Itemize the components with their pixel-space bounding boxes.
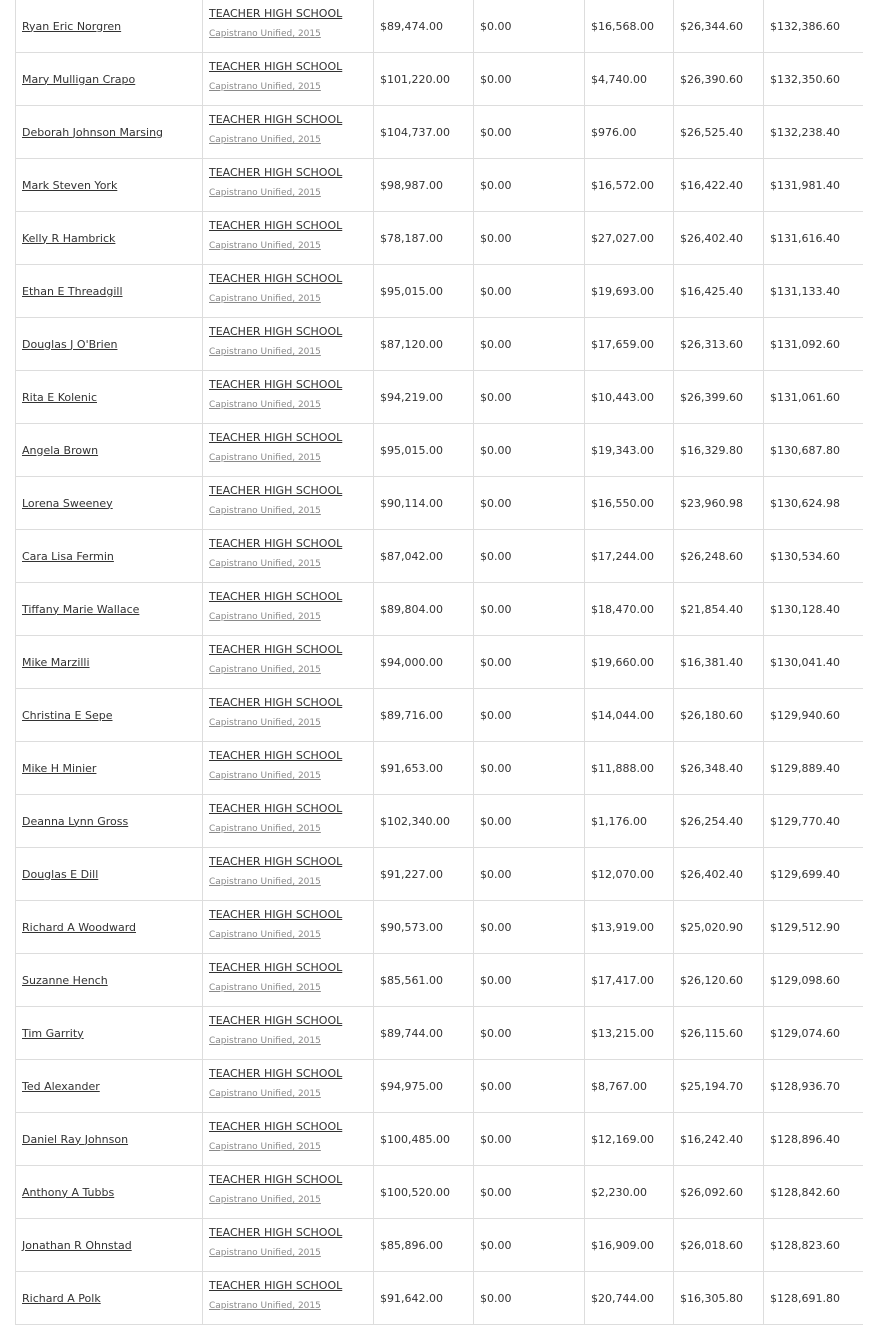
base-pay-cell: $90,114.00 — [374, 477, 474, 530]
agency-year-link[interactable]: Capistrano Unified, 2015 — [209, 29, 321, 39]
benefits-cell: $26,390.60 — [674, 53, 764, 106]
employee-name-link[interactable]: Mike H Minier — [22, 761, 97, 775]
base-pay-cell: $94,975.00 — [374, 1060, 474, 1113]
benefits-cell: $26,402.40 — [674, 848, 764, 901]
employee-name-link[interactable]: Suzanne Hench — [22, 973, 108, 987]
total-pay-cell: $132,350.60 — [764, 53, 864, 106]
name-cell — [16, 795, 203, 848]
job-cell — [203, 1272, 374, 1325]
benefits-cell: $21,854.40 — [674, 583, 764, 636]
job-title-link[interactable]: TEACHER HIGH SCHOOL — [209, 60, 343, 73]
benefits-cell: $26,402.40 — [674, 212, 764, 265]
job-title-link[interactable]: TEACHER HIGH SCHOOL — [209, 643, 343, 656]
job-title-link[interactable]: TEACHER HIGH SCHOOL — [209, 908, 343, 921]
job-cell — [203, 1113, 374, 1166]
benefits-cell: $26,120.60 — [674, 954, 764, 1007]
job-cell — [203, 424, 374, 477]
job-title-link[interactable]: TEACHER HIGH SCHOOL — [209, 1014, 343, 1027]
base-pay-cell: $85,896.00 — [374, 1219, 474, 1272]
agency-year-link[interactable]: Capistrano Unified, 2015 — [209, 983, 321, 993]
employee-name-link[interactable]: Mary Mulligan Crapo — [22, 72, 136, 86]
base-pay-cell: $101,220.00 — [374, 53, 474, 106]
job-cell — [203, 106, 374, 159]
benefits-cell: $16,329.80 — [674, 424, 764, 477]
total-pay-cell: $129,770.40 — [764, 795, 864, 848]
job-cell — [203, 318, 374, 371]
agency-year-link[interactable]: Capistrano Unified, 2015 — [209, 771, 321, 781]
job-cell — [203, 0, 374, 53]
base-pay-cell: $100,520.00 — [374, 1166, 474, 1219]
name-cell — [16, 530, 203, 583]
base-pay-cell: $91,653.00 — [374, 742, 474, 795]
benefits-cell: $26,399.60 — [674, 371, 764, 424]
overtime-pay-cell: $0.00 — [474, 53, 585, 106]
job-cell — [203, 1219, 374, 1272]
employee-name-link[interactable]: Kelly R Hambrick — [22, 231, 116, 245]
agency-year-link[interactable]: Capistrano Unified, 2015 — [209, 82, 321, 92]
other-pay-cell: $19,660.00 — [585, 636, 674, 689]
name-cell — [16, 848, 203, 901]
total-pay-cell: $130,687.80 — [764, 424, 864, 477]
overtime-pay-cell: $0.00 — [474, 901, 585, 954]
overtime-pay-cell: $0.00 — [474, 106, 585, 159]
total-pay-cell: $128,691.80 — [764, 1272, 864, 1325]
total-pay-cell: $129,512.90 — [764, 901, 864, 954]
other-pay-cell: $16,909.00 — [585, 1219, 674, 1272]
other-pay-cell: $1,176.00 — [585, 795, 674, 848]
job-cell — [203, 477, 374, 530]
job-title-link[interactable]: TEACHER HIGH SCHOOL — [209, 325, 343, 338]
overtime-pay-cell: $0.00 — [474, 636, 585, 689]
benefits-cell: $26,344.60 — [674, 0, 764, 53]
name-cell — [16, 212, 203, 265]
agency-year-link[interactable]: Capistrano Unified, 2015 — [209, 135, 321, 145]
base-pay-cell: $90,573.00 — [374, 901, 474, 954]
overtime-pay-cell: $0.00 — [474, 1060, 585, 1113]
employee-name-link[interactable]: Rita E Kolenic — [22, 390, 97, 404]
overtime-pay-cell: $0.00 — [474, 477, 585, 530]
total-pay-cell: $130,534.60 — [764, 530, 864, 583]
name-cell — [16, 636, 203, 689]
table-row — [16, 159, 864, 212]
total-pay-cell: $128,936.70 — [764, 1060, 864, 1113]
other-pay-cell: $4,740.00 — [585, 53, 674, 106]
job-cell — [203, 159, 374, 212]
job-cell — [203, 1166, 374, 1219]
job-cell — [203, 212, 374, 265]
other-pay-cell: $976.00 — [585, 106, 674, 159]
job-cell — [203, 848, 374, 901]
job-title-link[interactable]: TEACHER HIGH SCHOOL — [209, 7, 343, 20]
agency-year-link[interactable]: Capistrano Unified, 2015 — [209, 347, 321, 357]
name-cell — [16, 159, 203, 212]
job-title-link[interactable]: TEACHER HIGH SCHOOL — [209, 696, 343, 709]
other-pay-cell: $17,417.00 — [585, 954, 674, 1007]
employee-name-link[interactable]: Douglas J O'Brien — [22, 337, 118, 351]
agency-year-link[interactable]: Capistrano Unified, 2015 — [209, 612, 321, 622]
table-row — [16, 1272, 864, 1325]
name-cell — [16, 954, 203, 1007]
benefits-cell: $26,115.60 — [674, 1007, 764, 1060]
name-cell — [16, 0, 203, 53]
base-pay-cell: $102,340.00 — [374, 795, 474, 848]
employee-name-link[interactable]: Tiffany Marie Wallace — [22, 602, 140, 616]
employee-name-link[interactable]: Douglas E Dill — [22, 867, 99, 881]
employee-name-link[interactable]: Angela Brown — [22, 443, 99, 457]
total-pay-cell: $131,133.40 — [764, 265, 864, 318]
benefits-cell: $26,313.60 — [674, 318, 764, 371]
job-title-link[interactable]: TEACHER HIGH SCHOOL — [209, 961, 343, 974]
agency-year-link[interactable]: Capistrano Unified, 2015 — [209, 1248, 321, 1258]
other-pay-cell: $19,693.00 — [585, 265, 674, 318]
table-row — [16, 848, 864, 901]
job-title-link[interactable]: TEACHER HIGH SCHOOL — [209, 378, 343, 391]
employee-name-link[interactable]: Richard A Polk — [22, 1291, 101, 1305]
table-row — [16, 1113, 864, 1166]
employee-name-link[interactable]: Tim Garrity — [22, 1026, 84, 1040]
agency-year-link[interactable]: Capistrano Unified, 2015 — [209, 877, 321, 887]
employee-name-link[interactable]: Ethan E Threadgill — [22, 284, 123, 298]
job-title-link[interactable]: TEACHER HIGH SCHOOL — [209, 855, 343, 868]
agency-year-link[interactable]: Capistrano Unified, 2015 — [209, 930, 321, 940]
job-cell — [203, 371, 374, 424]
overtime-pay-cell: $0.00 — [474, 265, 585, 318]
employee-name-link[interactable]: Mark Steven York — [22, 178, 118, 192]
overtime-pay-cell: $0.00 — [474, 848, 585, 901]
table-row — [16, 0, 864, 53]
table-row — [16, 318, 864, 371]
benefits-cell: $26,248.60 — [674, 530, 764, 583]
other-pay-cell: $17,244.00 — [585, 530, 674, 583]
base-pay-cell: $94,000.00 — [374, 636, 474, 689]
table-row — [16, 212, 864, 265]
employee-name-link[interactable]: Cara Lisa Fermin — [22, 549, 114, 563]
job-title-link[interactable]: TEACHER HIGH SCHOOL — [209, 1226, 343, 1239]
table-row — [16, 424, 864, 477]
base-pay-cell: $89,804.00 — [374, 583, 474, 636]
table-row — [16, 742, 864, 795]
agency-year-link[interactable]: Capistrano Unified, 2015 — [209, 824, 321, 834]
other-pay-cell: $12,070.00 — [585, 848, 674, 901]
table-row — [16, 689, 864, 742]
benefits-cell: $25,194.70 — [674, 1060, 764, 1113]
name-cell — [16, 583, 203, 636]
total-pay-cell: $130,128.40 — [764, 583, 864, 636]
other-pay-cell: $12,169.00 — [585, 1113, 674, 1166]
agency-year-link[interactable]: Capistrano Unified, 2015 — [209, 1089, 321, 1099]
job-title-link[interactable]: TEACHER HIGH SCHOOL — [209, 802, 343, 815]
name-cell — [16, 742, 203, 795]
employee-name-link[interactable]: Deanna Lynn Gross — [22, 814, 129, 828]
job-title-link[interactable]: TEACHER HIGH SCHOOL — [209, 1279, 343, 1292]
benefits-cell: $26,018.60 — [674, 1219, 764, 1272]
job-title-link[interactable]: TEACHER HIGH SCHOOL — [209, 484, 343, 497]
name-cell — [16, 318, 203, 371]
employee-name-link[interactable]: Jonathan R Ohnstad — [22, 1238, 132, 1252]
overtime-pay-cell: $0.00 — [474, 318, 585, 371]
salary-table-body — [16, 0, 864, 1325]
total-pay-cell: $129,098.60 — [764, 954, 864, 1007]
overtime-pay-cell: $0.00 — [474, 212, 585, 265]
employee-name-link[interactable]: Anthony A Tubbs — [22, 1185, 115, 1199]
employee-name-link[interactable]: Richard A Woodward — [22, 920, 137, 934]
other-pay-cell: $16,550.00 — [585, 477, 674, 530]
employee-name-link[interactable]: Lorena Sweeney — [22, 496, 113, 510]
total-pay-cell: $132,238.40 — [764, 106, 864, 159]
base-pay-cell: $89,474.00 — [374, 0, 474, 53]
base-pay-cell: $78,187.00 — [374, 212, 474, 265]
job-title-link[interactable]: TEACHER HIGH SCHOOL — [209, 749, 343, 762]
total-pay-cell: $130,041.40 — [764, 636, 864, 689]
job-cell — [203, 530, 374, 583]
job-cell — [203, 954, 374, 1007]
table-row — [16, 1060, 864, 1113]
agency-year-link[interactable]: Capistrano Unified, 2015 — [209, 400, 321, 410]
name-cell — [16, 106, 203, 159]
employee-name-link[interactable]: Christina E Sepe — [22, 708, 113, 722]
other-pay-cell: $8,767.00 — [585, 1060, 674, 1113]
job-cell — [203, 1007, 374, 1060]
job-cell — [203, 636, 374, 689]
name-cell — [16, 1219, 203, 1272]
name-cell — [16, 901, 203, 954]
agency-year-link[interactable]: Capistrano Unified, 2015 — [209, 241, 321, 251]
total-pay-cell: $129,889.40 — [764, 742, 864, 795]
job-cell — [203, 689, 374, 742]
table-row — [16, 106, 864, 159]
base-pay-cell: $95,015.00 — [374, 424, 474, 477]
benefits-cell: $16,425.40 — [674, 265, 764, 318]
job-title-link[interactable]: TEACHER HIGH SCHOOL — [209, 537, 343, 550]
base-pay-cell: $89,744.00 — [374, 1007, 474, 1060]
name-cell — [16, 477, 203, 530]
other-pay-cell: $11,888.00 — [585, 742, 674, 795]
benefits-cell: $26,254.40 — [674, 795, 764, 848]
job-title-link[interactable]: TEACHER HIGH SCHOOL — [209, 166, 343, 179]
table-row — [16, 1219, 864, 1272]
benefits-cell: $26,180.60 — [674, 689, 764, 742]
agency-year-link[interactable]: Capistrano Unified, 2015 — [209, 294, 321, 304]
salary-table-container — [15, 0, 878, 1325]
benefits-cell: $26,348.40 — [674, 742, 764, 795]
base-pay-cell: $94,219.00 — [374, 371, 474, 424]
base-pay-cell: $85,561.00 — [374, 954, 474, 1007]
benefits-cell: $16,381.40 — [674, 636, 764, 689]
salary-table — [15, 0, 864, 1325]
total-pay-cell: $128,896.40 — [764, 1113, 864, 1166]
base-pay-cell: $91,642.00 — [374, 1272, 474, 1325]
employee-name-link[interactable]: Ryan Eric Norgren — [22, 19, 122, 33]
overtime-pay-cell: $0.00 — [474, 1272, 585, 1325]
total-pay-cell: $131,616.40 — [764, 212, 864, 265]
other-pay-cell: $13,919.00 — [585, 901, 674, 954]
table-row — [16, 1007, 864, 1060]
overtime-pay-cell: $0.00 — [474, 1113, 585, 1166]
agency-year-link[interactable]: Capistrano Unified, 2015 — [209, 506, 321, 516]
job-cell — [203, 265, 374, 318]
employee-name-link[interactable]: Deborah Johnson Marsing — [22, 125, 164, 139]
overtime-pay-cell: $0.00 — [474, 371, 585, 424]
job-title-link[interactable]: TEACHER HIGH SCHOOL — [209, 113, 343, 126]
total-pay-cell: $131,981.40 — [764, 159, 864, 212]
other-pay-cell: $17,659.00 — [585, 318, 674, 371]
name-cell — [16, 1060, 203, 1113]
name-cell — [16, 53, 203, 106]
base-pay-cell: $87,120.00 — [374, 318, 474, 371]
table-row — [16, 265, 864, 318]
other-pay-cell: $18,470.00 — [585, 583, 674, 636]
base-pay-cell: $91,227.00 — [374, 848, 474, 901]
job-title-link[interactable]: TEACHER HIGH SCHOOL — [209, 1067, 343, 1080]
agency-year-link[interactable]: Capistrano Unified, 2015 — [209, 718, 321, 728]
total-pay-cell: $132,386.60 — [764, 0, 864, 53]
other-pay-cell: $16,568.00 — [585, 0, 674, 53]
other-pay-cell: $27,027.00 — [585, 212, 674, 265]
other-pay-cell: $2,230.00 — [585, 1166, 674, 1219]
table-row — [16, 954, 864, 1007]
benefits-cell: $16,305.80 — [674, 1272, 764, 1325]
agency-year-link[interactable]: Capistrano Unified, 2015 — [209, 188, 321, 198]
table-row — [16, 901, 864, 954]
base-pay-cell: $100,485.00 — [374, 1113, 474, 1166]
employee-name-link[interactable]: Daniel Ray Johnson — [22, 1132, 129, 1146]
benefits-cell: $26,092.60 — [674, 1166, 764, 1219]
base-pay-cell: $95,015.00 — [374, 265, 474, 318]
overtime-pay-cell: $0.00 — [474, 689, 585, 742]
total-pay-cell: $129,074.60 — [764, 1007, 864, 1060]
page-right-gutter — [863, 0, 880, 1330]
other-pay-cell: $19,343.00 — [585, 424, 674, 477]
name-cell — [16, 1166, 203, 1219]
table-row — [16, 636, 864, 689]
table-row — [16, 477, 864, 530]
name-cell — [16, 1007, 203, 1060]
name-cell — [16, 1272, 203, 1325]
benefits-cell: $16,242.40 — [674, 1113, 764, 1166]
other-pay-cell: $20,744.00 — [585, 1272, 674, 1325]
job-title-link[interactable]: TEACHER HIGH SCHOOL — [209, 219, 343, 232]
table-row — [16, 583, 864, 636]
other-pay-cell: $14,044.00 — [585, 689, 674, 742]
agency-year-link[interactable]: Capistrano Unified, 2015 — [209, 1036, 321, 1046]
name-cell — [16, 689, 203, 742]
job-cell — [203, 1060, 374, 1113]
total-pay-cell: $131,061.60 — [764, 371, 864, 424]
job-title-link[interactable]: TEACHER HIGH SCHOOL — [209, 431, 343, 444]
other-pay-cell: $10,443.00 — [585, 371, 674, 424]
table-row — [16, 530, 864, 583]
total-pay-cell: $130,624.98 — [764, 477, 864, 530]
benefits-cell: $25,020.90 — [674, 901, 764, 954]
total-pay-cell: $129,699.40 — [764, 848, 864, 901]
overtime-pay-cell: $0.00 — [474, 530, 585, 583]
employee-name-link[interactable]: Ted Alexander — [22, 1079, 100, 1093]
agency-year-link[interactable]: Capistrano Unified, 2015 — [209, 665, 321, 675]
overtime-pay-cell: $0.00 — [474, 583, 585, 636]
overtime-pay-cell: $0.00 — [474, 1219, 585, 1272]
other-pay-cell: $16,572.00 — [585, 159, 674, 212]
agency-year-link[interactable]: Capistrano Unified, 2015 — [209, 1142, 321, 1152]
job-cell — [203, 53, 374, 106]
table-row — [16, 371, 864, 424]
job-title-link[interactable]: TEACHER HIGH SCHOOL — [209, 272, 343, 285]
job-cell — [203, 742, 374, 795]
overtime-pay-cell: $0.00 — [474, 159, 585, 212]
job-cell — [203, 901, 374, 954]
name-cell — [16, 371, 203, 424]
base-pay-cell: $98,987.00 — [374, 159, 474, 212]
agency-year-link[interactable]: Capistrano Unified, 2015 — [209, 1195, 321, 1205]
overtime-pay-cell: $0.00 — [474, 742, 585, 795]
agency-year-link[interactable]: Capistrano Unified, 2015 — [209, 1301, 321, 1311]
overtime-pay-cell: $0.00 — [474, 424, 585, 477]
table-row — [16, 795, 864, 848]
name-cell — [16, 424, 203, 477]
total-pay-cell: $128,823.60 — [764, 1219, 864, 1272]
table-row — [16, 1166, 864, 1219]
name-cell — [16, 1113, 203, 1166]
overtime-pay-cell: $0.00 — [474, 1166, 585, 1219]
job-title-link[interactable]: TEACHER HIGH SCHOOL — [209, 1173, 343, 1186]
base-pay-cell: $87,042.00 — [374, 530, 474, 583]
agency-year-link[interactable]: Capistrano Unified, 2015 — [209, 559, 321, 569]
job-title-link[interactable]: TEACHER HIGH SCHOOL — [209, 590, 343, 603]
base-pay-cell: $89,716.00 — [374, 689, 474, 742]
benefits-cell: $16,422.40 — [674, 159, 764, 212]
base-pay-cell: $104,737.00 — [374, 106, 474, 159]
table-row — [16, 53, 864, 106]
total-pay-cell: $128,842.60 — [764, 1166, 864, 1219]
overtime-pay-cell: $0.00 — [474, 795, 585, 848]
overtime-pay-cell: $0.00 — [474, 1007, 585, 1060]
overtime-pay-cell: $0.00 — [474, 0, 585, 53]
job-title-link[interactable]: TEACHER HIGH SCHOOL — [209, 1120, 343, 1133]
benefits-cell: $26,525.40 — [674, 106, 764, 159]
job-cell — [203, 583, 374, 636]
total-pay-cell: $129,940.60 — [764, 689, 864, 742]
name-cell — [16, 265, 203, 318]
overtime-pay-cell: $0.00 — [474, 954, 585, 1007]
benefits-cell: $23,960.98 — [674, 477, 764, 530]
employee-name-link[interactable]: Mike Marzilli — [22, 655, 90, 669]
job-cell — [203, 795, 374, 848]
other-pay-cell: $13,215.00 — [585, 1007, 674, 1060]
agency-year-link[interactable]: Capistrano Unified, 2015 — [209, 453, 321, 463]
total-pay-cell: $131,092.60 — [764, 318, 864, 371]
